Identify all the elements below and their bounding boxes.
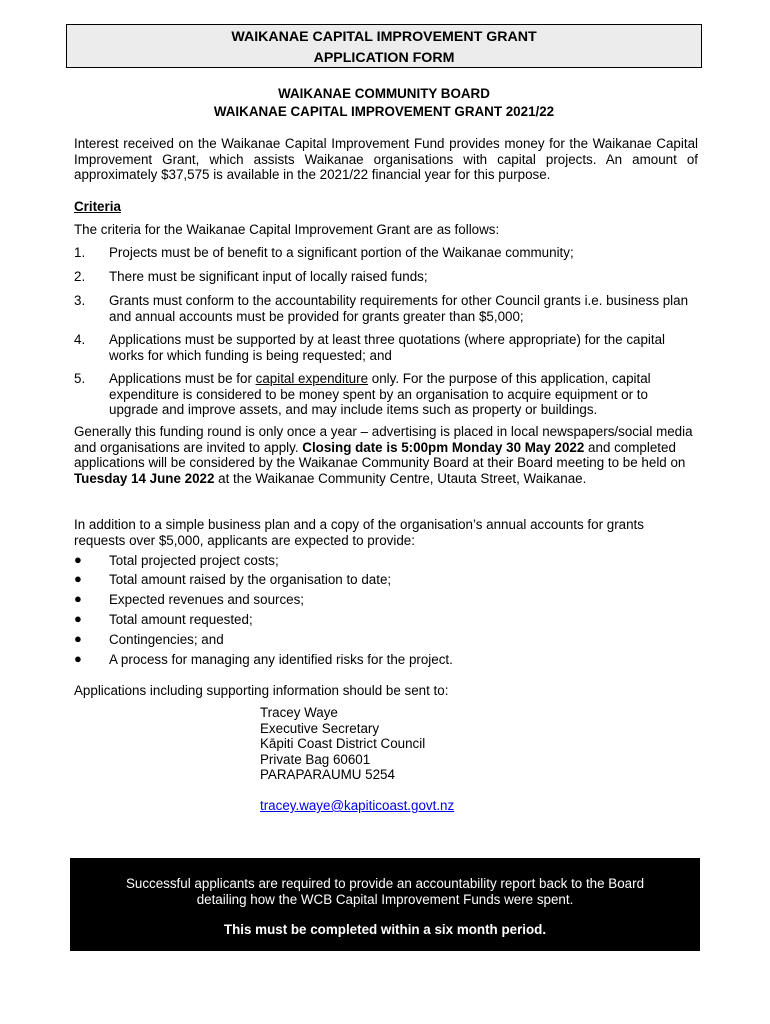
accountability-notice	[70, 858, 700, 951]
form-title-line2: APPLICATION FORM	[313, 50, 455, 66]
contact-email-link[interactable]: tracey.waye@kapiticoast.govt.nz	[260, 798, 455, 813]
contact-address	[260, 705, 425, 783]
contact-title: Executive Secretary	[260, 720, 380, 736]
criteria-heading: Criteria	[74, 199, 121, 214]
closing-date: Closing date is 5:00pm Monday 30 May 2022	[302, 439, 585, 455]
funding-paragraph: Generally this funding round is only once a year – advertising is placed in local newspapers/social media and organisations are invited to apply. Closing date is 5:00pm Monday 30 May 2022 and completed applications will be considered by the Waikanae Community Board at their Board meeting to be held on Tuesday 14 June 2022 at the Waikanae Community Centre, Utauta Street, Waikanae.	[74, 424, 693, 486]
provide-lead: In addition to a simple business plan and a copy of the organisation’s annual accounts for grants requests over $5,000, applicants are expected to provide:	[74, 517, 644, 548]
notice-line1: Successful applicants are required to provide an accountability report back to the Board	[125, 876, 645, 891]
form-title-box	[66, 24, 702, 68]
notice-strong: This must be completed within a six month period.	[223, 922, 547, 937]
form-title-line1: WAIKANAE CAPITAL IMPROVEMENT GRANT	[231, 29, 537, 45]
contact-bag: Private Bag 60601	[260, 751, 371, 767]
contact-org: Kāpiti Coast District Council	[260, 736, 426, 751]
grant-title: WAIKANAE CAPITAL IMPROVEMENT GRANT 2021/22	[213, 104, 555, 119]
notice-line2: detailing how the WCB Capital Improvement Funds were spent.	[196, 891, 574, 907]
contact-city: PARAPARAUMU 5254	[260, 767, 395, 782]
send-lead: Applications including supporting information should be sent to:	[74, 683, 449, 698]
meeting-date: Tuesday 14 June 2022	[74, 470, 215, 486]
contact-name: Tracey Waye	[260, 705, 338, 720]
intro-paragraph: Interest received on the Waikanae Capital Improvement Fund provides money for the Waikanae Capital Improvement Grant, which assists Waikanae organisations with capital projects. An amount of approximately $37,575 is available in the 2021/22 financial year for this purpose.	[74, 136, 698, 182]
capital-expenditure-term: capital expenditure	[255, 371, 369, 386]
criteria-lead: The criteria for the Waikanae Capital Improvement Grant are as follows:	[74, 222, 500, 237]
board-title: WAIKANAE COMMUNITY BOARD	[278, 86, 490, 101]
